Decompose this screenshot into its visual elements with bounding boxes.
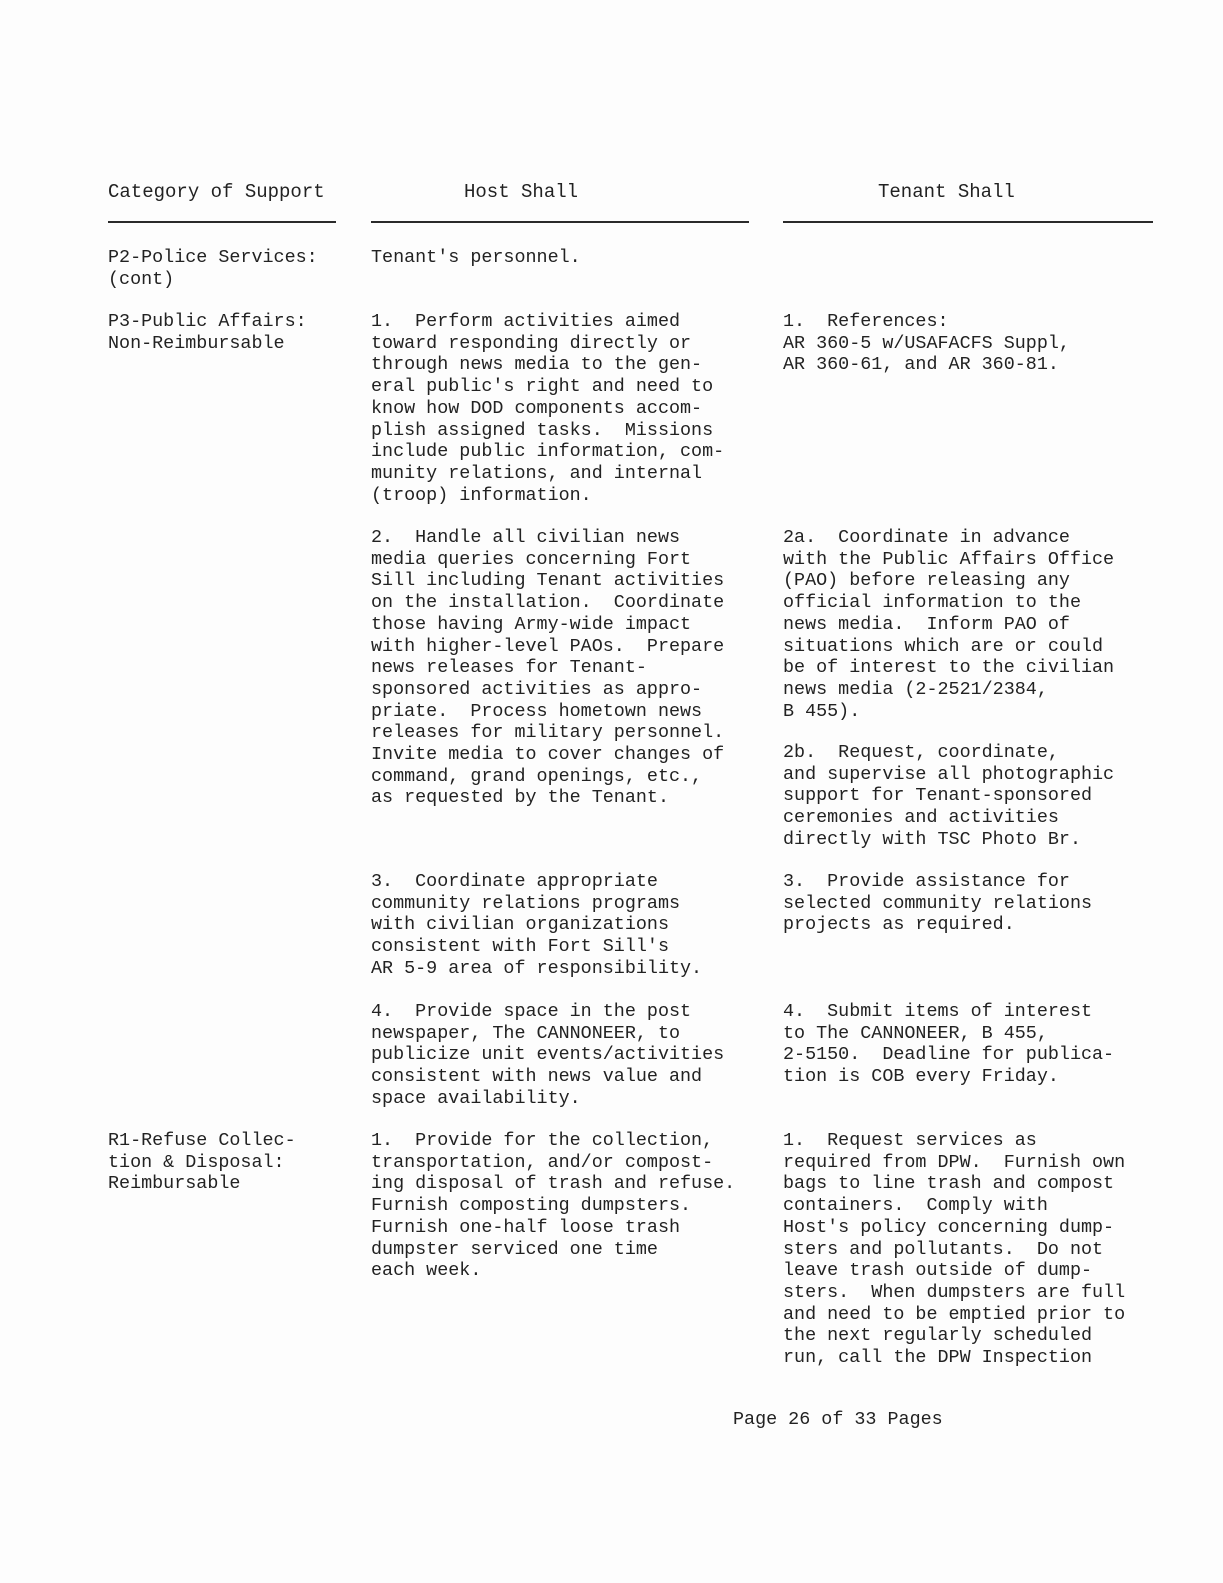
host-p3-item-1: 1. Perform activities aimed toward responding directly or through news media to the gen- eral public's right and need to know how DOD components accom- plish assigned tasks. Missions include public information, com- munity relations, and internal (troop) information. xyxy=(371,311,725,506)
header-tenant-shall: Tenant Shall xyxy=(878,181,1015,203)
host-p3-item-2: 2. Handle all civilian news media queries concerning Fort Sill including Tenant activities on the installation. Coordinate those having Army-wide impact with higher-level PAOs. Prepare news releases for Tenant- sponsored activities as appro- priate. Process hometown news releases for military personnel. Invite media to cover changes of command, grand openings, etc., as requested by the Tenant. xyxy=(371,527,725,809)
host-r1-item-1: 1. Provide for the collection, transportation, and/or compost- ing disposal of trash and refuse. Furnish composting dumpsters. Furnish one-half loose trash dumpster serviced one time each week. xyxy=(371,1130,736,1282)
page-number: Page 26 of 33 Pages xyxy=(733,1409,943,1430)
tenant-p3-item-2a: 2a. Coordinate in advance with the Public Affairs Office (PAO) before releasing any official information to the news media. Inform PAO of situations which are or could be of interest to the civilian news media (2-2521/2384, B 455). xyxy=(783,527,1115,722)
header-category-of-support: Category of Support xyxy=(108,181,325,203)
category-r1-refuse-collection: R1-Refuse Collec- tion & Disposal: Reimbursable xyxy=(108,1130,296,1195)
host-p3-item-3: 3. Coordinate appropriate community relations programs with civilian organizations consistent with Fort Sill's AR 5-9 area of responsibility. xyxy=(371,871,703,979)
header-rule-tenant xyxy=(783,221,1153,223)
header-host-shall: Host Shall xyxy=(464,181,579,203)
tenant-r1-item-1: 1. Request services as required from DPW. Furnish own bags to line trash and compost containers. Comply with Host's policy concerning dump- sters and pollutants. Do not leave trash outside of dump- sters. When dumpsters are full and need to be emptied prior to the next regularly scheduled run, call the DPW Inspection xyxy=(783,1130,1126,1369)
category-p3-public-affairs: P3-Public Affairs: Non-Reimbursable xyxy=(108,311,307,354)
tenant-p3-item-2b: 2b. Request, coordinate, and supervise all photographic support for Tenant-sponsored ceremonies and activities directly with TSC Photo Br. xyxy=(783,742,1115,850)
host-p3-item-4: 4. Provide space in the post newspaper, The CANNONEER, to publicize unit events/activities consistent with news value and space availability. xyxy=(371,1001,725,1109)
host-p2-text: Tenant's personnel. xyxy=(371,247,581,268)
header-rule-host xyxy=(371,221,749,223)
tenant-p3-item-3: 3. Provide assistance for selected community relations projects as required. xyxy=(783,871,1093,936)
header-rule-category xyxy=(108,221,336,223)
category-p2-police-services: P2-Police Services: (cont) xyxy=(108,247,318,290)
tenant-p3-item-4: 4. Submit items of interest to The CANNONEER, B 455, 2-5150. Deadline for publica- tion is COB every Friday. xyxy=(783,1001,1115,1088)
tenant-p3-item-1: 1. References: AR 360-5 w/USAFACFS Suppl, AR 360-61, and AR 360-81. xyxy=(783,311,1070,376)
